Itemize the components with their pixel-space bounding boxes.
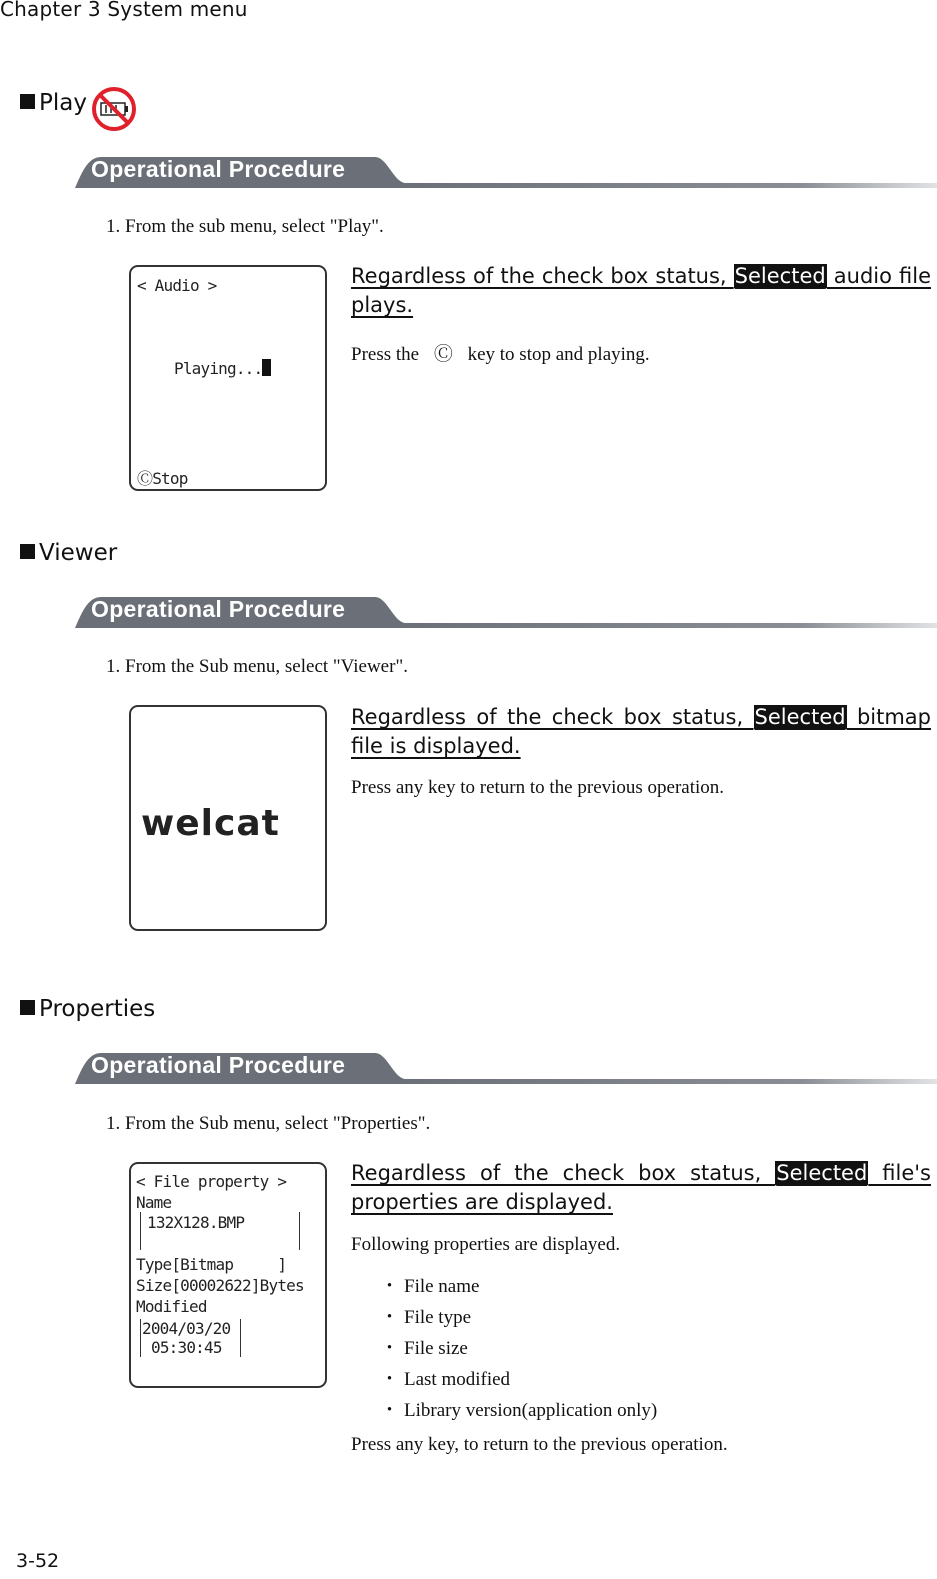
list-item-text: Library version(application only) [404,1400,658,1421]
playing-status [174,359,271,378]
banner-label: Operational Procedure [91,1052,346,1078]
heading-pre: Regardless of the check box status, [351,1161,776,1185]
size-line: Size[00002622]Bytes [136,1276,304,1295]
list-item: ・ File size [380,1338,468,1359]
properties-heading-text [351,1161,931,1214]
section-title-viewer [20,540,117,566]
playing-status-text: Playing... [174,359,263,378]
play-body [351,339,650,366]
viewer-heading [351,703,931,761]
viewer-heading-text [351,705,931,758]
list-item-text: File type [404,1307,472,1328]
heading-post: bitmap file is displayed. [351,705,931,758]
list-item: ・ Last modified [380,1369,511,1390]
type-line: Type[Bitmap ] [136,1255,287,1274]
body-post: key to stop and playing. [462,344,650,365]
square-bullet-icon [20,94,35,109]
step-properties: 1. From the Sub menu, select "Properties". [106,1113,431,1134]
banner-label: Operational Procedure [91,156,346,182]
play-heading [351,262,931,320]
properties-heading [351,1159,931,1217]
name-value: 132X128.BMP [147,1213,245,1232]
operational-procedure-banner [75,155,937,189]
selected-highlight: Selected [754,705,846,729]
step-play: 1. From the sub menu, select "Play". [106,216,384,237]
device-screen-viewer [129,705,327,931]
modified-label: Modified [136,1297,207,1316]
properties-footer-text: Press any key, to return to the previous operation. [351,1434,728,1455]
list-item-text: Last modified [404,1369,511,1390]
welcat-logo: welcat [141,803,280,844]
banner-label: Operational Procedure [91,596,346,622]
device-screen-properties [129,1162,327,1388]
properties-list [380,1271,657,1426]
section-title-properties-text: Properties [39,996,156,1022]
section-title-properties [20,996,155,1022]
operational-procedure-banner [75,595,937,629]
section-title-viewer-text: Viewer [39,540,118,566]
stop-softkey[interactable]: ⒸStop [137,469,188,488]
square-bullet-icon [20,544,35,559]
list-item: ・ File type [380,1307,472,1328]
device-screen-audio [129,265,327,491]
list-item: ・ File name [380,1276,480,1297]
page-number: 3-52 [16,1550,60,1572]
section-title-play [20,90,87,116]
properties-body: Following properties are displayed. [351,1234,621,1255]
list-item: ・ Library version(application only) [380,1400,658,1421]
screen-title: < Audio > [137,276,217,295]
name-label: Name [136,1193,172,1212]
operational-procedure-banner [75,1051,937,1085]
list-item-text: File name [404,1276,480,1297]
heading-pre: Regardless of the check box status, [351,705,754,729]
viewer-body: Press any key to return to the previous operation. [351,777,725,798]
modified-date: 2004/03/20 [142,1319,231,1338]
cursor-block [262,359,271,376]
section-title-play-text: Play [39,90,87,116]
modified-time: 05:30:45 [151,1338,222,1357]
no-battery-icon [90,85,138,137]
heading-post: audio file plays. [351,264,931,317]
list-item-text: File size [404,1338,468,1359]
c-key-icon: Ⓒ [433,344,453,365]
play-heading-text [351,264,931,317]
square-bullet-icon [20,1000,35,1015]
screen-title: < File property > [136,1172,287,1191]
heading-pre: Regardless of the check box status, [351,264,734,288]
chapter-title: Chapter 3 System menu [0,0,248,21]
heading-post: file's properties are displayed. [351,1161,931,1214]
selected-highlight: Selected [734,264,826,288]
step-viewer: 1. From the Sub menu, select "Viewer". [106,656,408,677]
selected-highlight: Selected [776,1161,868,1185]
body-pre: Press the [351,344,424,365]
